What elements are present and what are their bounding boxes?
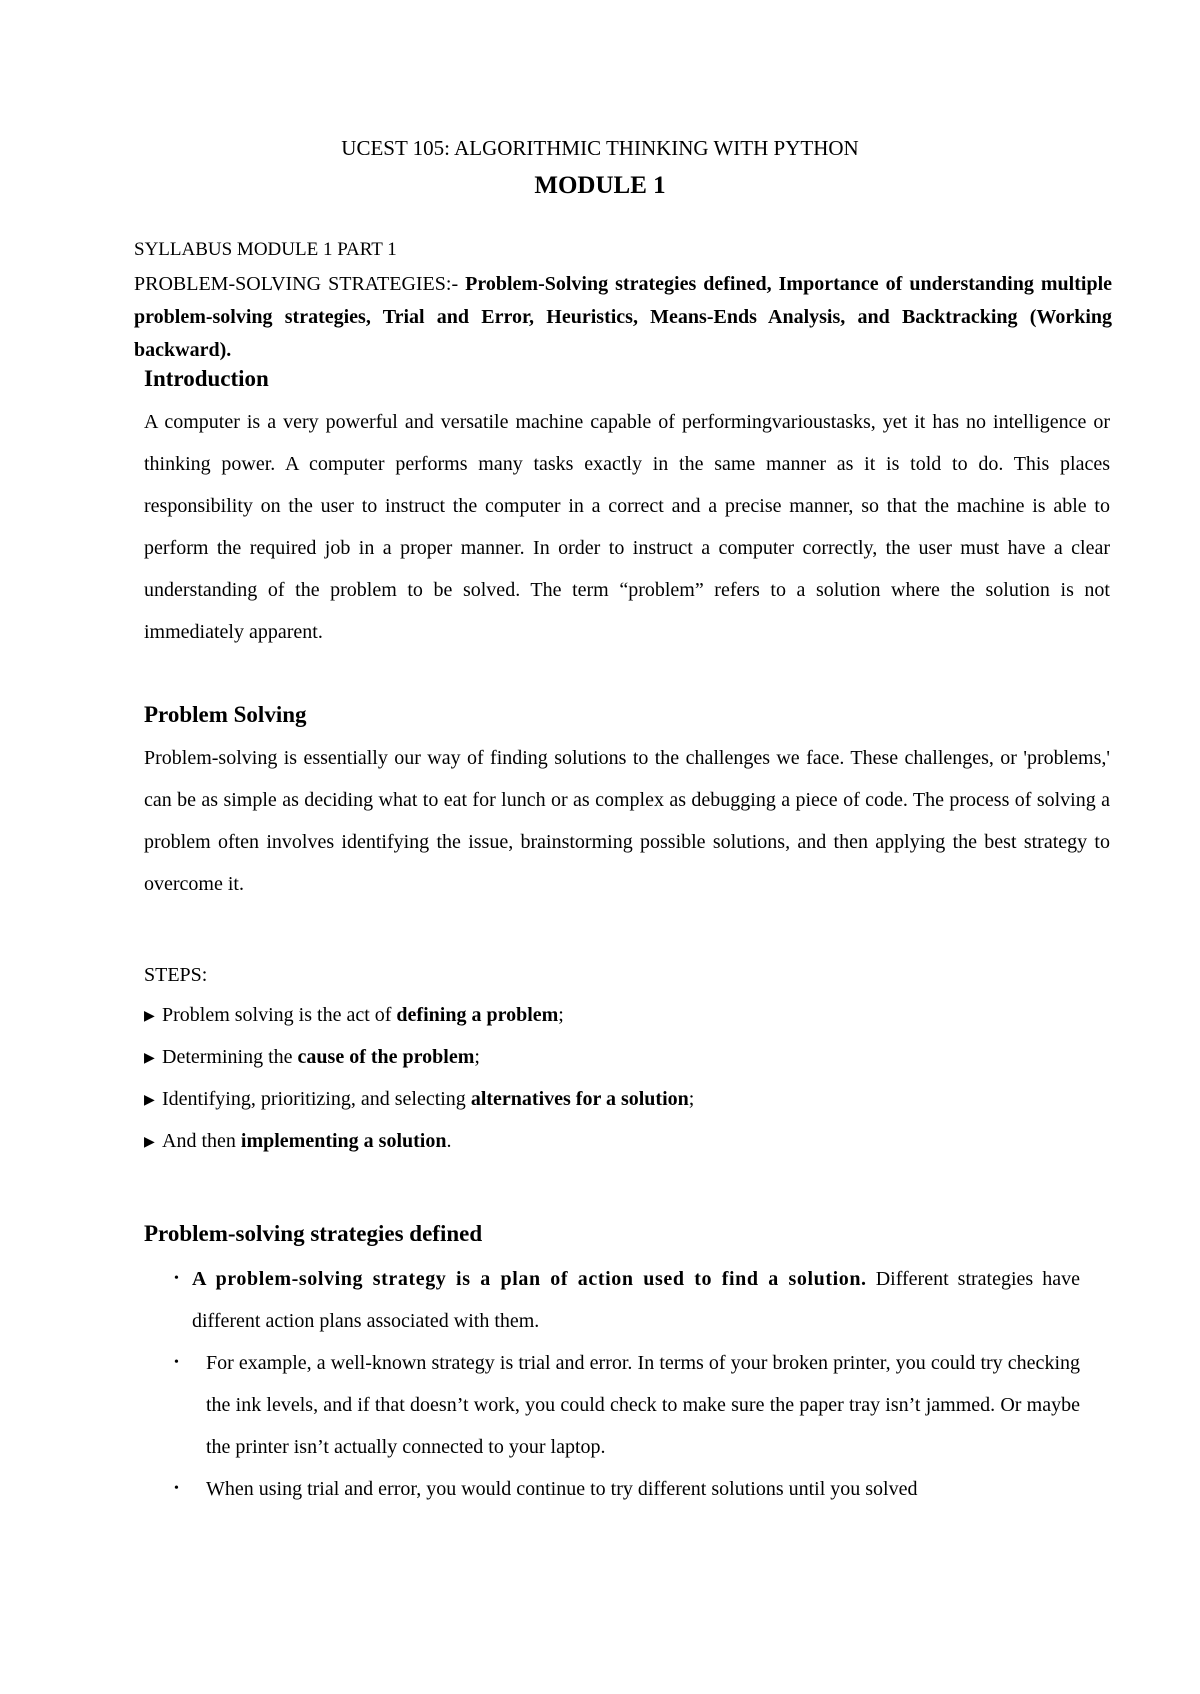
strategy-bold-text: A problem-solving strategy is a plan of action used to find a solution. <box>192 1268 867 1290</box>
course-title: UCEST 105: ALGORITHMIC THINKING WITH PYTHON <box>341 136 859 160</box>
syllabus-topics: Problem-Solving strategies defined, Importance of understanding multiple problem-solving strategies, Trial and Error, Heuristics, Means-Ends Analysis, and Backtracking (Working backward). <box>134 273 1112 361</box>
list-item <box>144 1084 1110 1126</box>
strategies-defined-list <box>170 1258 1080 1510</box>
syllabus-lead: PROBLEM-SOLVING STRATEGIES:- <box>134 273 459 295</box>
step-text: Problem solving is the act of <box>162 1004 397 1026</box>
steps-list <box>144 1000 1110 1168</box>
list-item <box>144 1000 1110 1042</box>
list-item <box>170 1258 1080 1342</box>
list-item <box>144 1126 1110 1168</box>
strategies-defined-heading: Problem-solving strategies defined <box>144 1221 483 1246</box>
triangle-bullet-icon: ▶ <box>144 1135 155 1150</box>
strategy-text: Different strategies have different action plans associated with them. <box>192 1268 1081 1332</box>
strategy-text: For example, a well-known strategy is trial and error. In terms of your broken printer, you could try checking the ink levels, and if that doesn’t work, you could check to make sure the paper tray isn’t jammed. Or maybe the printer isn’t actually connected to your laptop. <box>206 1352 1080 1458</box>
step-bold-text: cause of the problem <box>297 1046 475 1068</box>
list-item <box>170 1468 1080 1510</box>
syllabus-heading: SYLLABUS MODULE 1 PART 1 <box>134 239 397 260</box>
triangle-bullet-icon: ▶ <box>144 1093 155 1108</box>
triangle-bullet-icon: ▶ <box>144 1051 155 1066</box>
problem-solving-heading: Problem Solving <box>144 702 307 727</box>
step-text: Determining the <box>162 1046 298 1068</box>
step-text-end: . <box>446 1130 452 1152</box>
list-item <box>170 1342 1080 1468</box>
step-bold-text: defining a problem <box>396 1004 559 1026</box>
list-item <box>144 1042 1110 1084</box>
step-text-end: ; <box>474 1046 480 1068</box>
step-text: And then <box>162 1130 241 1152</box>
module-title: MODULE 1 <box>534 172 666 199</box>
step-text-end: ; <box>688 1088 695 1110</box>
steps-label: STEPS: <box>144 964 208 986</box>
introduction-paragraph: A computer is a very powerful and versatile machine capable of performingvarioustasks, yet it has no intelligence or thinking power. A computer performs many tasks exactly in the same manner as it is told to do. This places responsibility on the user to instruct the computer in a correct and a precise manner, so that the machine is able to perform the required job in a proper manner. In order to instruct a computer correctly, the user must have a clear understanding of the problem to be solved. The term “problem” refers to a solution where the solution is not immediately apparent. <box>144 411 1110 643</box>
bullet-dot-icon: • <box>174 1355 179 1370</box>
step-bold-text: implementing a solution <box>240 1130 447 1152</box>
introduction-heading: Introduction <box>144 366 269 391</box>
syllabus-description <box>134 268 1112 367</box>
step-text-end: ; <box>558 1004 564 1026</box>
bullet-dot-icon: • <box>174 1271 179 1286</box>
problem-solving-paragraph: Problem-solving is essentially our way of finding solutions to the challenges we face. These challenges, or 'problems,' can be as simple as deciding what to eat for lunch or as complex as debugging a piece of code. The process of solving a problem often involves identifying the issue, brainstorming possible solutions, and then applying the best strategy to overcome it. <box>144 747 1110 895</box>
bullet-dot-icon: • <box>174 1481 179 1496</box>
strategy-text: When using trial and error, you would continue to try different solutions until you solved <box>206 1478 918 1500</box>
step-bold-text: alternatives for a solution <box>470 1088 689 1110</box>
step-text: Identifying, prioritizing, and selecting <box>162 1088 471 1110</box>
triangle-bullet-icon: ▶ <box>144 1009 155 1024</box>
